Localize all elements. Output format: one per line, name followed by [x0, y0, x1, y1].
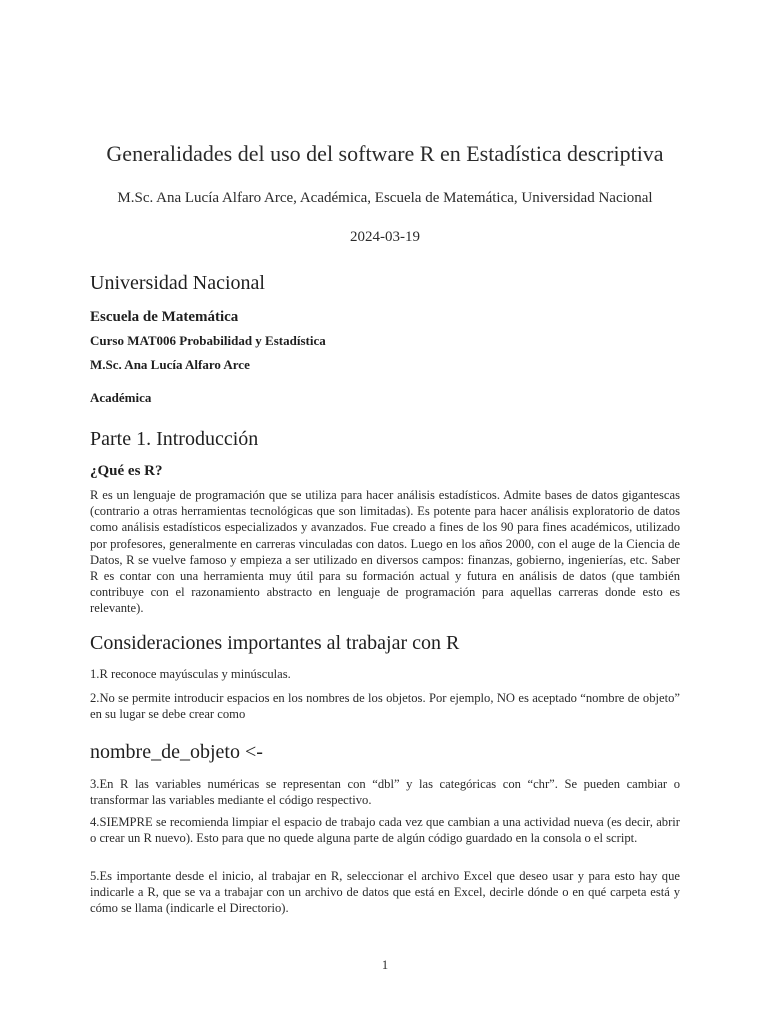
- document-date: 2024-03-19: [350, 229, 420, 245]
- part1-heading: Parte 1. Introducción: [90, 428, 259, 450]
- consideration-item-2: 2.No se permite introducir espacios en los nombres de los objetos. Por ejemplo, NO es aceptado “nombre de objeto” en su lugar se debe crear como: [90, 691, 680, 722]
- role-heading: Académica: [90, 390, 152, 405]
- consideration-item-3: 3.En R las variables numéricas se representan con “dbl” y las categóricas con “chr”. Se pueden cambiar o transformar las variables mediante el código respectivo.: [90, 777, 680, 808]
- university-heading: Universidad Nacional: [90, 272, 265, 294]
- considerations-heading: Consideraciones importantes al trabajar con R: [90, 632, 460, 654]
- document-author: M.Sc. Ana Lucía Alfaro Arce, Académica, Escuela de Matemática, Universidad Nacional: [117, 190, 653, 206]
- page-number: 1: [381, 958, 389, 972]
- what-is-r-heading: ¿Qué es R?: [90, 463, 163, 479]
- document-title: Generalidades del uso del software R en Estadística descriptiva: [106, 141, 664, 166]
- consideration-item-5: 5.Es importante desde el inicio, al trabajar en R, seleccionar el archivo Excel que deseo usar y para esto hay que indicarle a R, que se va a trabajar con un archivo de datos que está en Excel, decirle dónde o en qué carpeta está y cómo se llama (indicarle el Directorio).: [90, 869, 680, 916]
- object-name-code-heading: nombre_de_objeto <-: [90, 741, 263, 763]
- course-heading: Curso MAT006 Probabilidad y Estadística: [90, 333, 326, 348]
- instructor-heading: M.Sc. Ana Lucía Alfaro Arce: [90, 357, 250, 372]
- consideration-item-1: 1.R reconoce mayúsculas y minúsculas.: [90, 667, 291, 681]
- consideration-item-4: 4.SIEMPRE se recomienda limpiar el espacio de trabajo cada vez que cambian a una actividad nueva (es decir, abrir o crear un R nuevo). Esto para que no quede alguna parte de algún código guardado en la consola o el script.: [90, 815, 680, 846]
- school-heading: Escuela de Matemática: [90, 309, 239, 325]
- what-is-r-paragraph: R es un lenguaje de programación que se utiliza para hacer análisis estadísticos. Admite bases de datos gigantescas (contrario a otras herramientas tecnológicas que son limitadas). Es potente para hacer análisis exploratorio de datos como análisis estadísticos especializados y avanzados. Fue creado a fines de los 90 para fines académicos, utilizado por profesores, generalmente en carreras vinculadas con datos. Luego en los años 2000, con el auge de la Ciencia de Datos, R se vuelve famoso y empieza a ser utilizado en diversos campos: finanzas, gobierno, ingenierías, etc. Saber R es contar con una herramienta muy útil para su formación actual y futura en análisis de datos (que también contribuye con el razonamiento abstracto en lenguaje de programación para aquellas carreras donde esto es relevante).: [90, 488, 680, 616]
